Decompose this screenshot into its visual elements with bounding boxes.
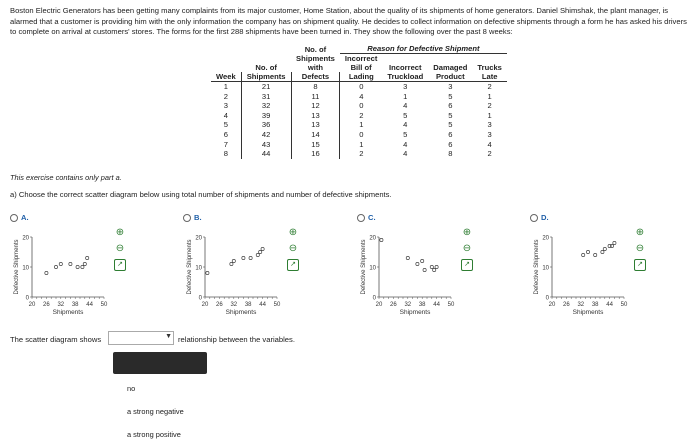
data-point: [206, 271, 209, 274]
data-point: [76, 265, 79, 268]
data-point: [69, 262, 72, 265]
expand-icon[interactable]: ↗: [287, 259, 299, 271]
y-axis-label: Defective Shipments: [14, 239, 20, 295]
expand-icon[interactable]: ↗: [634, 259, 646, 271]
relationship-select[interactable]: [108, 331, 174, 345]
chart-tools: [114, 227, 126, 271]
data-point: [406, 256, 409, 259]
y-tick-label: 0: [25, 295, 29, 302]
col-defects-line1: No. of: [304, 44, 327, 54]
table-cell: 1: [211, 82, 241, 92]
radio-button[interactable]: [530, 214, 538, 222]
x-tick-label: 44: [86, 302, 93, 308]
option-c[interactable]: [357, 213, 517, 318]
table-cell: 6: [448, 139, 453, 149]
table-cell: 4: [403, 139, 408, 149]
col-defects-line2: Shipments: [296, 54, 335, 63]
table-cell: 5: [403, 129, 408, 139]
x-tick-label: 26: [216, 302, 223, 308]
table-cell: 4: [403, 149, 408, 159]
y-axis-label: Defective Shipments: [187, 239, 193, 295]
y-tick-label: 20: [22, 235, 29, 242]
data-point: [45, 271, 48, 274]
x-axis-label: Shipments: [572, 309, 604, 316]
data-point: [256, 253, 259, 256]
data-point: [601, 250, 604, 253]
x-tick-label: 38: [418, 302, 426, 308]
chevron-down-icon: ▼: [165, 333, 172, 340]
option-header: [183, 213, 202, 222]
x-tick-label: 38: [71, 302, 79, 308]
col-damaged-line1: Damaged: [433, 63, 468, 72]
y-tick-label: 20: [542, 235, 549, 242]
x-tick-label: 32: [230, 302, 238, 308]
table-cell: 3: [487, 129, 492, 139]
option-letter: A.: [21, 213, 29, 222]
table-cell: 7: [211, 140, 241, 150]
table-cell: 6: [448, 129, 453, 139]
table-cell: 15: [291, 140, 340, 150]
table-cell: 32: [241, 101, 291, 111]
table-cell: 12: [291, 101, 340, 111]
radio-button[interactable]: [10, 214, 18, 222]
col-truckload-line1: Incorrect: [389, 63, 422, 72]
table-cell: 6: [448, 101, 453, 111]
y-tick-label: 0: [198, 295, 202, 302]
table-row: [211, 140, 507, 150]
x-axis-label: Shipments: [399, 309, 431, 316]
problem-intro: Boston Electric Generators has been getting many complaints from its major customer, Home Station, about the quality of its shipments of home generators. Daniel Shimshak, the plant manager, is alarmed that a customer is providing him with the only information the company has on shipment quality. He decides to collect information on defective shipments through a form he has asked his drivers to complete on arrival at customers' stores. The forms for the first 288 shipments have been turned in. They show the following over the past 8 weeks:: [10, 6, 687, 36]
data-point: [435, 265, 438, 268]
option-b[interactable]: [183, 213, 343, 318]
x-tick-label: 50: [100, 302, 108, 308]
y-tick-label: 10: [542, 265, 549, 272]
table-cell: 5: [448, 110, 453, 120]
chart-tools: [461, 227, 473, 271]
col-week: Week: [211, 72, 241, 82]
table-cell: 44: [241, 149, 291, 159]
table-cell: 5: [403, 110, 408, 120]
radio-button[interactable]: [357, 214, 365, 222]
data-point: [83, 262, 86, 265]
table-row: [211, 120, 507, 130]
table-cell: 31: [241, 92, 291, 102]
data-point: [86, 256, 89, 259]
table-cell: 3: [487, 120, 492, 130]
data-point: [416, 262, 419, 265]
y-axis-label: Defective Shipments: [534, 239, 540, 295]
table-cell: 2: [487, 149, 492, 159]
data-point: [230, 262, 233, 265]
x-tick-label: 38: [591, 302, 599, 308]
y-tick-label: 20: [369, 235, 376, 242]
zoom-out-icon[interactable]: ⊖: [635, 243, 645, 254]
table-row: [211, 149, 507, 159]
table-cell: 8: [211, 149, 241, 159]
col-shipments-line1: No. of: [255, 63, 277, 72]
data-point: [232, 259, 235, 262]
table-cell: 4: [403, 120, 408, 130]
table-cell: 3: [448, 82, 453, 91]
x-tick-label: 20: [548, 302, 556, 308]
zoom-in-icon[interactable]: ⊕: [115, 227, 125, 238]
option-letter: C.: [368, 213, 376, 222]
table-cell: 39: [241, 111, 291, 121]
option-header: [10, 213, 29, 222]
col-bill-line2: Bill of: [350, 63, 372, 72]
x-tick-label: 44: [259, 302, 266, 308]
table-cell: 43: [241, 140, 291, 150]
dropdown-option-strong-positive[interactable]: a strong positive: [127, 430, 181, 439]
y-tick-label: 10: [369, 265, 376, 272]
table-cell: 13: [291, 120, 340, 130]
dropdown-selected-blank[interactable]: [113, 352, 207, 374]
data-point: [59, 262, 62, 265]
data-point: [433, 268, 436, 271]
data-point: [421, 259, 424, 262]
table-cell: 0: [359, 82, 364, 91]
x-tick-label: 44: [433, 302, 440, 308]
data-point: [380, 238, 383, 241]
col-defects-line3: with: [307, 63, 324, 72]
zoom-in-icon[interactable]: ⊕: [288, 227, 298, 238]
table-row: [211, 101, 507, 111]
sentence-after: relationship between the variables.: [178, 335, 295, 344]
x-axis-label: Shipments: [52, 309, 84, 316]
dropdown-option-strong-negative[interactable]: a strong negative: [127, 407, 184, 416]
radio-button[interactable]: [183, 214, 191, 222]
option-d[interactable]: [530, 213, 690, 318]
x-tick-label: 44: [606, 302, 613, 308]
dropdown-option-no[interactable]: no: [127, 384, 136, 393]
data-point: [586, 250, 589, 253]
data-point: [249, 256, 252, 259]
table-cell: 1: [359, 139, 364, 149]
exercise-note: This exercise contains only part a.: [10, 173, 122, 182]
col-bill-line3: Lading: [340, 72, 383, 82]
table-cell: 4: [403, 101, 408, 111]
data-point: [582, 253, 585, 256]
zoom-out-icon[interactable]: ⊖: [288, 243, 298, 254]
table-cell: 13: [291, 111, 340, 121]
table-row: [211, 111, 507, 121]
data-point: [54, 265, 57, 268]
data-point: [603, 247, 606, 250]
col-bill-line1: Incorrect: [344, 54, 378, 63]
x-tick-label: 20: [375, 302, 383, 308]
x-tick-label: 26: [563, 302, 570, 308]
table-cell: 11: [291, 92, 340, 102]
data-point: [423, 268, 426, 271]
table-cell: 36: [241, 120, 291, 130]
data-point: [242, 256, 245, 259]
col-shipments-line2: Shipments: [241, 72, 291, 82]
scatter-chart: [357, 231, 457, 321]
scatter-chart: [10, 231, 110, 321]
data-point: [430, 265, 433, 268]
zoom-out-icon[interactable]: ⊖: [115, 243, 125, 254]
col-late-line1: Trucks: [477, 63, 502, 72]
x-tick-label: 26: [43, 302, 50, 308]
zoom-in-icon[interactable]: ⊕: [462, 227, 472, 238]
data-point: [259, 250, 262, 253]
x-tick-label: 50: [273, 302, 281, 308]
table-cell: 3: [403, 82, 408, 91]
col-damaged-line2: Product: [428, 72, 472, 82]
table-cell: 16: [291, 149, 340, 159]
x-tick-label: 20: [28, 302, 36, 308]
table-cell: 1: [403, 91, 408, 101]
table-cell: 42: [241, 130, 291, 140]
table-cell: 2: [359, 110, 364, 120]
x-tick-label: 32: [57, 302, 65, 308]
zoom-out-icon[interactable]: ⊖: [462, 243, 472, 254]
scatter-chart: [530, 231, 630, 321]
data-point: [261, 247, 264, 250]
table-cell: 5: [211, 120, 241, 130]
scatter-chart: [183, 231, 283, 321]
col-truckload-line2: Truckload: [382, 72, 428, 82]
table-row: [211, 92, 507, 102]
option-a[interactable]: [10, 213, 170, 318]
expand-icon[interactable]: ↗: [114, 259, 126, 271]
y-axis-label: Defective Shipments: [361, 239, 367, 295]
chart-tools: [634, 227, 646, 271]
x-axis-label: Shipments: [225, 309, 257, 316]
table-cell: 1: [487, 91, 492, 101]
sentence-before: The scatter diagram shows: [10, 335, 102, 344]
table-cell: 5: [448, 91, 453, 101]
table-cell: 1: [487, 110, 492, 120]
table-cell: 21: [241, 82, 291, 92]
table-cell: 8: [291, 82, 340, 92]
option-header: [530, 213, 549, 222]
shipment-data-table: [211, 44, 507, 159]
table-cell: 2: [487, 82, 492, 91]
table-cell: 6: [211, 130, 241, 140]
x-tick-label: 38: [244, 302, 252, 308]
table-cell: 0: [359, 101, 364, 111]
table-row: [211, 82, 507, 92]
y-tick-label: 0: [372, 295, 376, 302]
y-tick-label: 10: [195, 265, 202, 272]
table-cell: 4: [359, 91, 364, 101]
chart-tools: [287, 227, 299, 271]
table-cell: 4: [487, 139, 492, 149]
x-tick-label: 20: [201, 302, 209, 308]
option-letter: B.: [194, 213, 202, 222]
question-text: a) Choose the correct scatter diagram below using total number of shipments and number of defective shipments.: [10, 190, 392, 199]
table-cell: 8: [448, 149, 453, 159]
y-tick-label: 0: [545, 295, 549, 302]
x-tick-label: 50: [620, 302, 628, 308]
data-point: [81, 265, 84, 268]
option-letter: D.: [541, 213, 549, 222]
table-cell: 2: [211, 92, 241, 102]
table-cell: 1: [359, 120, 364, 130]
data-point: [613, 241, 616, 244]
table-cell: 0: [359, 129, 364, 139]
table-cell: 4: [211, 111, 241, 121]
y-tick-label: 20: [195, 235, 202, 242]
x-tick-label: 50: [447, 302, 455, 308]
dropdown-list: [113, 377, 207, 446]
table-cell: 2: [359, 149, 364, 159]
col-late-line2: Late: [472, 72, 506, 82]
y-tick-label: 10: [22, 265, 29, 272]
expand-icon[interactable]: ↗: [461, 259, 473, 271]
table-cell: 14: [291, 130, 340, 140]
zoom-in-icon[interactable]: ⊕: [635, 227, 645, 238]
x-tick-label: 32: [404, 302, 412, 308]
reason-header: Reason for Defective Shipment: [340, 44, 507, 54]
x-tick-label: 26: [390, 302, 397, 308]
table-cell: 5: [448, 120, 453, 130]
table-cell: 3: [211, 101, 241, 111]
x-tick-label: 32: [577, 302, 585, 308]
col-defects-line4: Defects: [291, 72, 340, 82]
data-point: [594, 253, 597, 256]
table-row: [211, 130, 507, 140]
table-cell: 2: [487, 101, 492, 111]
option-header: [357, 213, 376, 222]
